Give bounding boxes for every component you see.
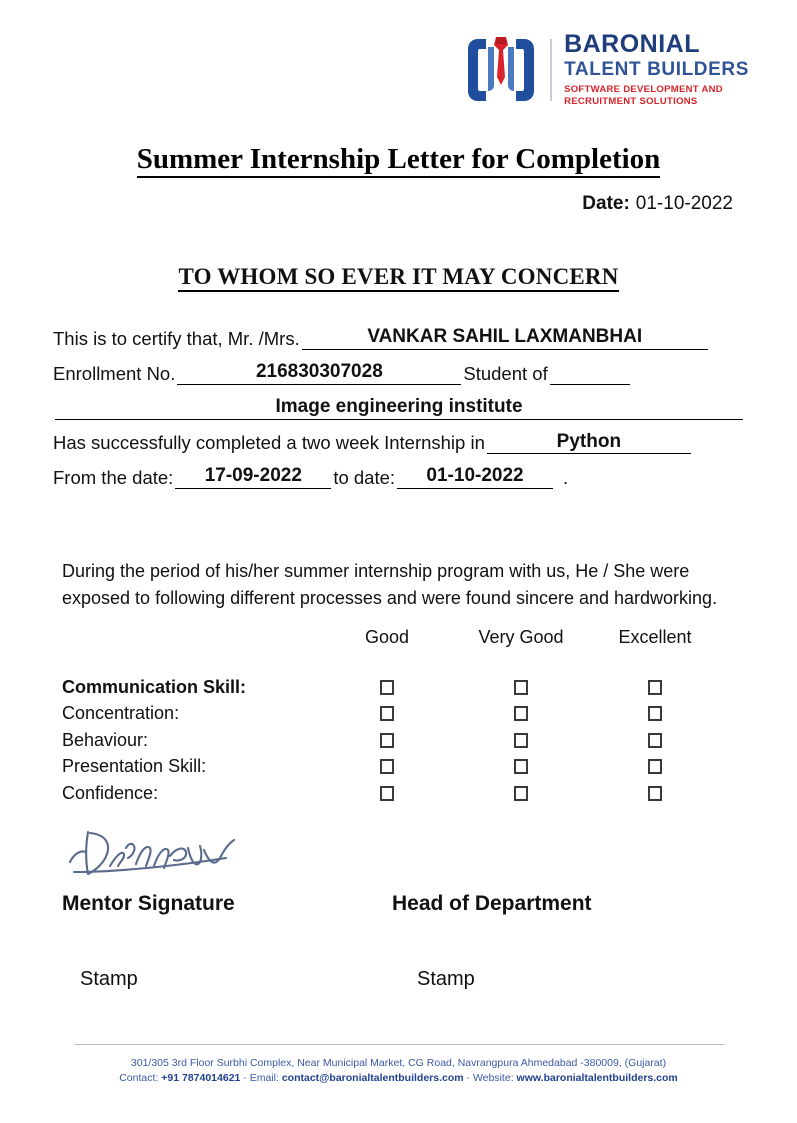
rating-cell-presentation-good[interactable]: [320, 759, 454, 774]
footer-website-label: Website:: [472, 1072, 514, 1085]
checkbox-confidence-very-good[interactable]: [514, 786, 528, 801]
page-footer: [0, 1056, 797, 1086]
duration-row: [53, 465, 745, 489]
footer-email[interactable]: contact@baronialtalentbuilders.com: [281, 1072, 464, 1085]
internship-label: Has successfully completed a two week Internship in: [53, 432, 485, 454]
logo-wordmark: [564, 32, 749, 108]
table-row: [62, 754, 722, 781]
document-title-text: Summer Internship Letter for Completion: [137, 143, 661, 178]
footer-website[interactable]: www.baronialtalentbuilders.com: [516, 1072, 678, 1085]
student-name-field[interactable]: VANKAR SAHIL LAXMANBHAI: [302, 326, 708, 350]
footer-contact-line: [0, 1071, 797, 1086]
mentor-signature-label: Mentor Signature: [62, 892, 235, 915]
checkbox-presentation-excellent[interactable]: [648, 759, 662, 774]
table-row: [62, 727, 722, 754]
rating-label-communication-skill: Communication Skill:: [62, 676, 247, 697]
internship-topic-row: [53, 431, 745, 455]
footer-contact-label: Contact:: [119, 1072, 159, 1085]
rating-cell-communication-excellent[interactable]: [588, 680, 722, 695]
table-row: [62, 780, 722, 807]
ratings-table: [62, 627, 722, 807]
student-of-label: Student of: [463, 362, 548, 384]
footer-separator-2: -: [466, 1072, 471, 1085]
footer-email-label: Email:: [249, 1072, 279, 1085]
rating-cell-communication-very-good[interactable]: [454, 680, 588, 695]
rating-cell-confidence-very-good[interactable]: [454, 786, 588, 801]
checkbox-concentration-good[interactable]: [380, 706, 394, 721]
checkbox-confidence-excellent[interactable]: [648, 786, 662, 801]
checkbox-concentration-excellent[interactable]: [648, 706, 662, 721]
mentor-signature-image: [66, 822, 256, 889]
checkbox-concentration-very-good[interactable]: [514, 706, 528, 721]
rating-label-behaviour: Behaviour:: [62, 729, 149, 750]
date-label: Date:: [582, 193, 630, 214]
head-of-department-stamp-label: Stamp: [417, 968, 475, 990]
checkbox-communication-good[interactable]: [380, 680, 394, 695]
footer-divider: [74, 1044, 724, 1045]
from-date-label: From the date:: [53, 467, 174, 489]
rating-label-concentration: Concentration:: [62, 703, 180, 724]
footer-separator-1: -: [243, 1072, 247, 1085]
rating-label-confidence: Confidence:: [62, 782, 159, 803]
brand-tagline: [564, 84, 749, 108]
checkbox-presentation-very-good[interactable]: [514, 759, 528, 774]
certificate-body: [53, 326, 745, 500]
checkbox-presentation-good[interactable]: [380, 759, 394, 774]
date-value: 01-10-2022: [635, 193, 733, 214]
brand-name-line2: TALENT BUILDERS: [564, 59, 749, 80]
certify-label: This is to certify that, Mr. /Mrs.: [53, 327, 300, 349]
student-name-row: [53, 326, 745, 350]
checkbox-communication-very-good[interactable]: [514, 680, 528, 695]
internship-description-paragraph: During the period of his/her summer internship program with us, He / She were exposed to following different processes and were found sincere and hardworking.: [62, 561, 718, 608]
concern-heading-text: TO WHOM SO EVER IT MAY CONCERN: [178, 264, 618, 292]
to-date-label: to date:: [333, 467, 396, 489]
enrollment-label: Enrollment No.: [53, 362, 176, 384]
brand-tagline-line2: RECRUITMENT SOLUTIONS: [564, 95, 698, 107]
head-of-department-label: Head of Department: [392, 892, 592, 915]
institute-field[interactable]: Image engineering institute: [55, 396, 743, 420]
ratings-header-spacer: [62, 627, 320, 648]
mentor-stamp-label: Stamp: [80, 968, 138, 990]
rating-cell-concentration-excellent[interactable]: [588, 706, 722, 721]
from-date-field[interactable]: 17-09-2022: [175, 465, 331, 489]
checkbox-confidence-good[interactable]: [380, 786, 394, 801]
rating-cell-behaviour-good[interactable]: [320, 733, 454, 748]
stamp-labels-row: [62, 968, 722, 991]
sentence-period: .: [563, 467, 569, 489]
internship-topic-field[interactable]: Python: [487, 431, 691, 455]
brand-tagline-line1: SOFTWARE DEVELOPMENT AND: [564, 84, 723, 95]
ratings-header-row: [62, 627, 722, 648]
student-of-field[interactable]: [550, 383, 630, 385]
checkbox-behaviour-very-good[interactable]: [514, 733, 528, 748]
logo-mark-icon: [464, 33, 538, 107]
checkbox-behaviour-good[interactable]: [380, 733, 394, 748]
enrollment-row: [53, 361, 745, 385]
checkbox-behaviour-excellent[interactable]: [648, 733, 662, 748]
ratings-column-excellent: Excellent: [618, 627, 692, 647]
date-line: [582, 193, 733, 215]
rating-cell-communication-good[interactable]: [320, 680, 454, 695]
institute-row: [53, 396, 745, 420]
ratings-column-very-good: Very Good: [478, 627, 564, 647]
logo-divider: [550, 39, 552, 101]
concern-heading: [0, 264, 797, 290]
rating-cell-behaviour-excellent[interactable]: [588, 733, 722, 748]
footer-phone[interactable]: +91 7874014621: [161, 1072, 241, 1085]
checkbox-communication-excellent[interactable]: [648, 680, 662, 695]
rating-cell-confidence-excellent[interactable]: [588, 786, 722, 801]
enrollment-number-field[interactable]: 216830307028: [177, 361, 461, 385]
to-date-field[interactable]: 01-10-2022: [397, 465, 553, 489]
rating-cell-presentation-very-good[interactable]: [454, 759, 588, 774]
table-row: [62, 701, 722, 728]
table-row: [62, 674, 722, 701]
company-logo: [464, 32, 749, 108]
document-title: [0, 143, 797, 176]
rating-cell-presentation-excellent[interactable]: [588, 759, 722, 774]
brand-name-line1: BARONIAL: [564, 30, 701, 58]
rating-cell-behaviour-very-good[interactable]: [454, 733, 588, 748]
ratings-column-good: Good: [364, 627, 410, 647]
rating-label-presentation-skill: Presentation Skill:: [62, 756, 207, 777]
rating-cell-concentration-very-good[interactable]: [454, 706, 588, 721]
rating-cell-concentration-good[interactable]: [320, 706, 454, 721]
signature-labels-row: [62, 892, 722, 916]
rating-cell-confidence-good[interactable]: [320, 786, 454, 801]
footer-address: 301/305 3rd Floor Surbhi Complex, Near Municipal Market, CG Road, Navrangpura Ahmedabad -380009, (Gujarat): [130, 1057, 667, 1069]
